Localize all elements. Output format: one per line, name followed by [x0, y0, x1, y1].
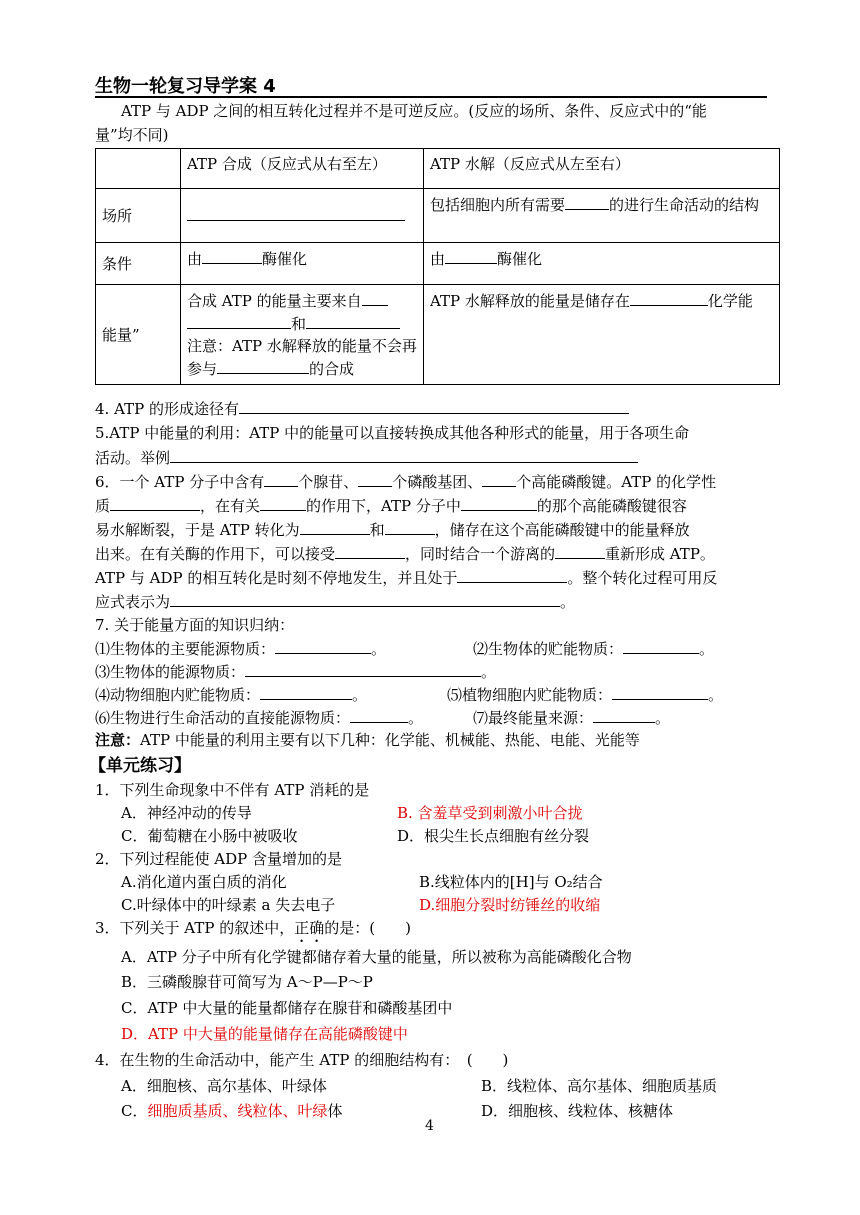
blank[interactable] [335, 542, 405, 559]
blank[interactable] [187, 312, 291, 329]
atp-comparison-table [95, 148, 780, 385]
q7-text: ⑵生物体的贮能物质： [473, 640, 624, 658]
row-label-site: 场所 [96, 189, 181, 243]
energy-hydrolysis-cell [424, 285, 780, 385]
q6-text: 6．一个 ATP 分子中含有 [95, 473, 265, 491]
unit-header: 【单元练习】 [89, 756, 191, 776]
cell-text: 由 [430, 250, 446, 268]
q6-text: 和 [369, 521, 385, 539]
page-number: 4 [425, 1118, 434, 1134]
site-synthesis-cell [181, 189, 424, 243]
ex2-option-a[interactable]: A.消化道内蛋白质的消化 [121, 873, 287, 891]
ex4-option-a[interactable]: A．细胞核、高尔基体、叶绿体 [121, 1077, 327, 1095]
cell-text: 化学能 [707, 292, 753, 310]
ex2-option-c[interactable]: C.叶绿体中的叶绿素 a 失去电子 [121, 896, 336, 914]
intro-line-1: ATP 与 ADP 之间的相互转化过程并不是可逆反应。(反应的场所、条件、反应式中的“能 [121, 102, 707, 120]
q6-text: 出来。在有关酶的作用下，可以接受 [95, 545, 336, 563]
note-text: ATP 中能量的利用主要有以下几种：化学能、机械能、热能、电能、光能等 [140, 731, 640, 749]
q6-text: ATP 与 ADP 的相互转化是时刻不停地发生，并且处于 [95, 569, 458, 587]
ex1-option-a[interactable]: A．神经冲动的传导 [121, 804, 252, 822]
condition-synthesis-cell [181, 243, 424, 285]
q6-text: 个磷酸基团、 [392, 473, 483, 491]
ex3-option-d[interactable]: D．ATP 中大量的能量储存在高能磷酸键中 [121, 1025, 408, 1043]
q5-text: 活动。举例 [95, 449, 171, 467]
blank[interactable] [385, 518, 435, 535]
q6-line-2 [95, 494, 687, 517]
q6-line-3 [95, 518, 690, 541]
energy-synthesis-cell [181, 285, 424, 385]
q7-text: ⑸植物细胞内贮能物质： [447, 686, 613, 704]
q6-text: 个高能磷酸键。ATP 的化学性 [516, 473, 717, 491]
ex2-stem: 2．下列过程能使 ADP 含量增加的是 [95, 850, 343, 868]
ex4-option-d[interactable]: D．细胞核、线粒体、核糖体 [481, 1102, 674, 1120]
blank[interactable] [630, 289, 708, 306]
q7-text: ⑺最终能量来源： [473, 709, 594, 727]
q6-text: 的作用下，ATP 分子中 [306, 497, 461, 515]
blank[interactable] [358, 470, 392, 487]
q7-item-2 [473, 637, 714, 660]
q7-period: 。 [655, 709, 671, 727]
ex3-option-c[interactable]: C．ATP 中大量的能量都储存在腺苷和磷酸基团中 [121, 999, 453, 1017]
ex3-stem-text: 3．下列关于 ATP 的叙述中， [95, 919, 295, 937]
blank[interactable] [245, 660, 481, 677]
blank[interactable] [306, 312, 400, 329]
q4-text: 4. ATP 的形成途径有 [95, 400, 239, 418]
blank[interactable] [275, 637, 371, 654]
q7-period: 。 [481, 663, 497, 681]
blank[interactable] [482, 470, 516, 487]
ex4-option-c-tail: 体 [327, 1102, 343, 1120]
table-header-synthesis: ATP 合成（反应式从右至左） [181, 149, 424, 189]
q6-line-6 [95, 590, 575, 613]
intro-line-2: 量”均不同) [95, 126, 169, 144]
q6-text: 质 [95, 497, 111, 515]
blank[interactable] [110, 494, 200, 511]
blank[interactable] [555, 542, 605, 559]
q6-text: 应式表示为 [95, 593, 171, 611]
q6-line-1 [95, 470, 716, 493]
q5-line-2 [95, 446, 638, 469]
blank[interactable] [170, 446, 638, 463]
blank[interactable] [170, 590, 560, 607]
ex4-option-c[interactable] [121, 1100, 343, 1122]
blank[interactable] [362, 289, 388, 306]
q7-period: 。 [371, 640, 387, 658]
q7-item-3 [95, 660, 496, 683]
q5-line-1: 5.ATP 中能量的利用：ATP 中的能量可以直接转换成其他各种形式的能量，用于各项生命 [95, 424, 690, 442]
ex4-stem: 4．在生物的生命活动中，能产生 ATP 的细胞结构有： ( ) [95, 1051, 509, 1069]
q6-text: 易水解断裂，于是 ATP 转化为 [95, 521, 300, 539]
ex1-stem: 1．下列生命现象中不伴有 ATP 消耗的是 [95, 781, 370, 799]
ex4-option-c-letter: C． [121, 1102, 148, 1120]
cell-text: 酶催化 [497, 250, 543, 268]
ex3-option-a[interactable]: A．ATP 分子中所有化学键都储存着大量的能量，所以被称为高能磷酸化合物 [121, 948, 632, 966]
page-title: 生物一轮复习导学案 4 [95, 76, 276, 97]
q7-item-6 [95, 706, 423, 729]
q7-item-7 [473, 706, 670, 729]
blank[interactable] [593, 706, 655, 723]
q7-text: ⑷动物细胞内贮能物质： [95, 686, 261, 704]
q7-item-4 [95, 683, 367, 706]
q7-text: ⑶生物体的能源物质： [95, 663, 246, 681]
q6-text: ，在有关 [200, 497, 261, 515]
q7-period: 。 [352, 686, 368, 704]
blank[interactable] [612, 683, 708, 700]
table-corner [96, 149, 181, 189]
cell-text: 酶催化 [262, 250, 308, 268]
cell-text: 注意：ATP 水解释放的能量不会再参与 [187, 337, 417, 378]
site-hydrolysis-text: 包括细胞内所有需要 [430, 196, 566, 214]
row-label-energy: 能量” [96, 285, 181, 385]
ex1-option-d[interactable]: D．根尖生长点细胞有丝分裂 [397, 827, 590, 845]
q6-line-5 [95, 566, 717, 589]
note-line [95, 729, 640, 751]
q6-text: ，同时结合一个游离的 [405, 545, 556, 563]
cell-text: 的合成 [309, 360, 355, 378]
blank[interactable] [239, 397, 629, 414]
cell-text: 由 [187, 250, 203, 268]
q6-text: 个腺苷、 [298, 473, 359, 491]
ex2-option-d[interactable]: D.细胞分裂时纺锤丝的收缩 [419, 896, 601, 914]
blank[interactable] [445, 247, 497, 264]
blank[interactable] [350, 706, 408, 723]
ex1-option-b[interactable]: B. 含羞草受到刺激小叶合拢 [397, 804, 583, 822]
blank[interactable] [623, 637, 699, 654]
q7-item-1 [95, 637, 386, 660]
q6-text: ，储存在这个高能磷酸键中的能量释放 [434, 521, 690, 539]
blank[interactable] [260, 494, 306, 511]
q7-text: ⑴生物体的主要能源物质： [95, 640, 276, 658]
ex3-stem-text: 的是：( ) [324, 919, 411, 937]
title-rule [95, 96, 767, 98]
q7-period: 。 [708, 686, 724, 704]
ex3-stem [95, 917, 411, 946]
note-label: 注意： [95, 731, 141, 749]
blank[interactable] [461, 494, 537, 511]
blank[interactable] [202, 247, 262, 264]
blank[interactable] [300, 518, 370, 535]
q6-text: 重新形成 ATP。 [605, 545, 715, 563]
row-label-condition: 条件 [96, 243, 181, 285]
site-hydrolysis-cell [424, 189, 780, 243]
ex1-option-c[interactable]: C．葡萄糖在小肠中被吸收 [121, 827, 298, 845]
q7-period: 。 [699, 640, 715, 658]
blank[interactable] [565, 193, 609, 210]
blank[interactable] [264, 470, 298, 487]
ex4-option-c-text: 细胞质基质、线粒体、叶绿 [147, 1102, 328, 1120]
q7-head: 7. 关于能量方面的知识归纳： [95, 616, 295, 634]
q7-period: 。 [408, 709, 424, 727]
cell-text: 和 [291, 315, 307, 333]
blank[interactable] [260, 683, 352, 700]
q6-text: 。 [560, 593, 576, 611]
table-header-hydrolysis: ATP 水解（反应式从左至右） [424, 149, 780, 189]
cell-text: 合成 ATP 的能量主要来自 [187, 292, 362, 310]
ex3-option-b[interactable]: B．三磷酸腺苷可简写为 A～P—P～P [121, 973, 373, 991]
q7-item-5 [447, 683, 723, 706]
q7-text: ⑹生物进行生命活动的直接能源物质： [95, 709, 351, 727]
q4-line [95, 397, 629, 420]
ex3-emphasis: 正确 [294, 919, 325, 937]
blank[interactable] [187, 204, 405, 221]
q6-text: 。整个转化过程可用反 [567, 569, 718, 587]
condition-hydrolysis-cell [424, 243, 780, 285]
blank[interactable] [457, 566, 567, 583]
cell-text: ATP 水解释放的能量是储存在 [430, 292, 630, 310]
ex4-option-b[interactable]: B．线粒体、高尔基体、细胞质基质 [481, 1077, 718, 1095]
q6-line-4 [95, 542, 715, 565]
blank[interactable] [217, 357, 309, 374]
q6-text: 的那个高能磷酸键很容 [536, 497, 687, 515]
site-hydrolysis-text-2: 的进行生命活动的结构 [609, 196, 760, 214]
ex2-option-b[interactable]: B.线粒体内的[H]与 O₂结合 [419, 873, 603, 891]
